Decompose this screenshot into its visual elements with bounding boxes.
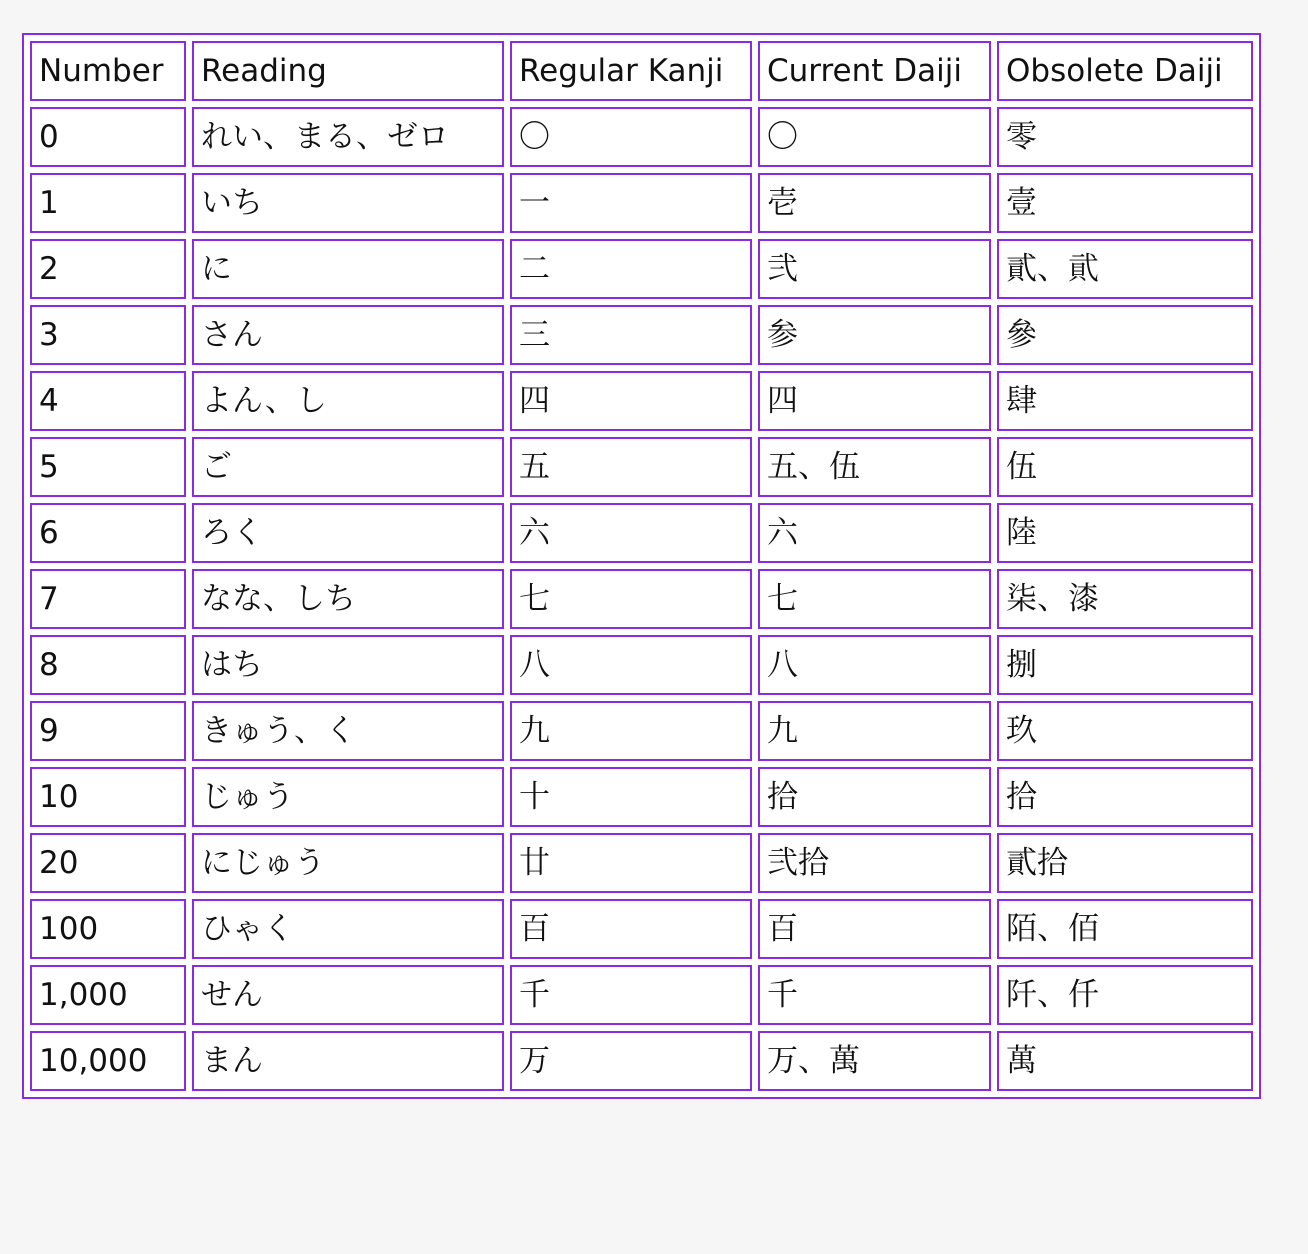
table-row <box>30 371 1253 431</box>
cell-current-daiji: 四 <box>758 371 991 431</box>
cell-obsolete-daiji: 阡、仟 <box>997 965 1253 1025</box>
cell-regular-kanji: 一 <box>510 173 752 233</box>
cell-number: 1 <box>30 173 186 233</box>
cell-reading: ひゃく <box>192 899 504 959</box>
cell-obsolete-daiji: 陌、佰 <box>997 899 1253 959</box>
cell-obsolete-daiji: 貳拾 <box>997 833 1253 893</box>
cell-obsolete-daiji: 零 <box>997 107 1253 167</box>
cell-number: 6 <box>30 503 186 563</box>
table-row <box>30 899 1253 959</box>
cell-regular-kanji: 五 <box>510 437 752 497</box>
cell-reading: まん <box>192 1031 504 1091</box>
cell-obsolete-daiji: 陸 <box>997 503 1253 563</box>
cell-regular-kanji: 十 <box>510 767 752 827</box>
cell-number: 10 <box>30 767 186 827</box>
cell-regular-kanji: 四 <box>510 371 752 431</box>
cell-obsolete-daiji: 伍 <box>997 437 1253 497</box>
cell-regular-kanji: 七 <box>510 569 752 629</box>
cell-regular-kanji: 〇 <box>510 107 752 167</box>
table-row <box>30 833 1253 893</box>
cell-current-daiji: 〇 <box>758 107 991 167</box>
cell-regular-kanji: 三 <box>510 305 752 365</box>
cell-number: 0 <box>30 107 186 167</box>
cell-obsolete-daiji: 參 <box>997 305 1253 365</box>
cell-reading: に <box>192 239 504 299</box>
cell-number: 5 <box>30 437 186 497</box>
cell-regular-kanji: 百 <box>510 899 752 959</box>
header-current-daiji: Current Daiji <box>758 41 991 101</box>
cell-current-daiji: 壱 <box>758 173 991 233</box>
cell-reading: ろく <box>192 503 504 563</box>
cell-obsolete-daiji: 萬 <box>997 1031 1253 1091</box>
cell-current-daiji: 八 <box>758 635 991 695</box>
table-row <box>30 437 1253 497</box>
header-obsolete-daiji: Obsolete Daiji <box>997 41 1253 101</box>
cell-number: 20 <box>30 833 186 893</box>
table-header <box>30 41 1253 101</box>
cell-obsolete-daiji: 壹 <box>997 173 1253 233</box>
cell-current-daiji: 万、萬 <box>758 1031 991 1091</box>
table-row <box>30 107 1253 167</box>
cell-obsolete-daiji: 捌 <box>997 635 1253 695</box>
table-row <box>30 569 1253 629</box>
cell-regular-kanji: 万 <box>510 1031 752 1091</box>
cell-current-daiji: 六 <box>758 503 991 563</box>
table-row <box>30 239 1253 299</box>
cell-current-daiji: 弐拾 <box>758 833 991 893</box>
cell-current-daiji: 参 <box>758 305 991 365</box>
cell-regular-kanji: 二 <box>510 239 752 299</box>
cell-obsolete-daiji: 柒、漆 <box>997 569 1253 629</box>
cell-number: 2 <box>30 239 186 299</box>
cell-reading: れい、まる、ゼロ <box>192 107 504 167</box>
cell-reading: きゅう、く <box>192 701 504 761</box>
cell-regular-kanji: 九 <box>510 701 752 761</box>
cell-number: 100 <box>30 899 186 959</box>
cell-current-daiji: 弐 <box>758 239 991 299</box>
header-reading: Reading <box>192 41 504 101</box>
table-row <box>30 1031 1253 1091</box>
cell-number: 1,000 <box>30 965 186 1025</box>
cell-current-daiji: 拾 <box>758 767 991 827</box>
cell-obsolete-daiji: 貳、貮 <box>997 239 1253 299</box>
cell-number: 10,000 <box>30 1031 186 1091</box>
cell-number: 7 <box>30 569 186 629</box>
cell-reading: なな、しち <box>192 569 504 629</box>
cell-reading: ご <box>192 437 504 497</box>
cell-current-daiji: 百 <box>758 899 991 959</box>
cell-reading: にじゅう <box>192 833 504 893</box>
cell-current-daiji: 千 <box>758 965 991 1025</box>
cell-number: 3 <box>30 305 186 365</box>
cell-obsolete-daiji: 肆 <box>997 371 1253 431</box>
cell-obsolete-daiji: 拾 <box>997 767 1253 827</box>
cell-reading: よん、し <box>192 371 504 431</box>
cell-current-daiji: 五、伍 <box>758 437 991 497</box>
header-number: Number <box>30 41 186 101</box>
table-row <box>30 503 1253 563</box>
cell-reading: せん <box>192 965 504 1025</box>
cell-reading: いち <box>192 173 504 233</box>
cell-reading: じゅう <box>192 767 504 827</box>
table-row <box>30 635 1253 695</box>
cell-obsolete-daiji: 玖 <box>997 701 1253 761</box>
cell-number: 4 <box>30 371 186 431</box>
header-regular-kanji: Regular Kanji <box>510 41 752 101</box>
table-row <box>30 965 1253 1025</box>
cell-number: 8 <box>30 635 186 695</box>
cell-regular-kanji: 廿 <box>510 833 752 893</box>
table-body <box>30 107 1253 1091</box>
table-row <box>30 173 1253 233</box>
cell-regular-kanji: 八 <box>510 635 752 695</box>
cell-regular-kanji: 六 <box>510 503 752 563</box>
table-row <box>30 767 1253 827</box>
daiji-table <box>22 33 1261 1099</box>
cell-regular-kanji: 千 <box>510 965 752 1025</box>
cell-reading: はち <box>192 635 504 695</box>
table-row <box>30 701 1253 761</box>
cell-reading: さん <box>192 305 504 365</box>
cell-current-daiji: 九 <box>758 701 991 761</box>
header-row <box>30 41 1253 101</box>
cell-current-daiji: 七 <box>758 569 991 629</box>
cell-number: 9 <box>30 701 186 761</box>
table-row <box>30 305 1253 365</box>
